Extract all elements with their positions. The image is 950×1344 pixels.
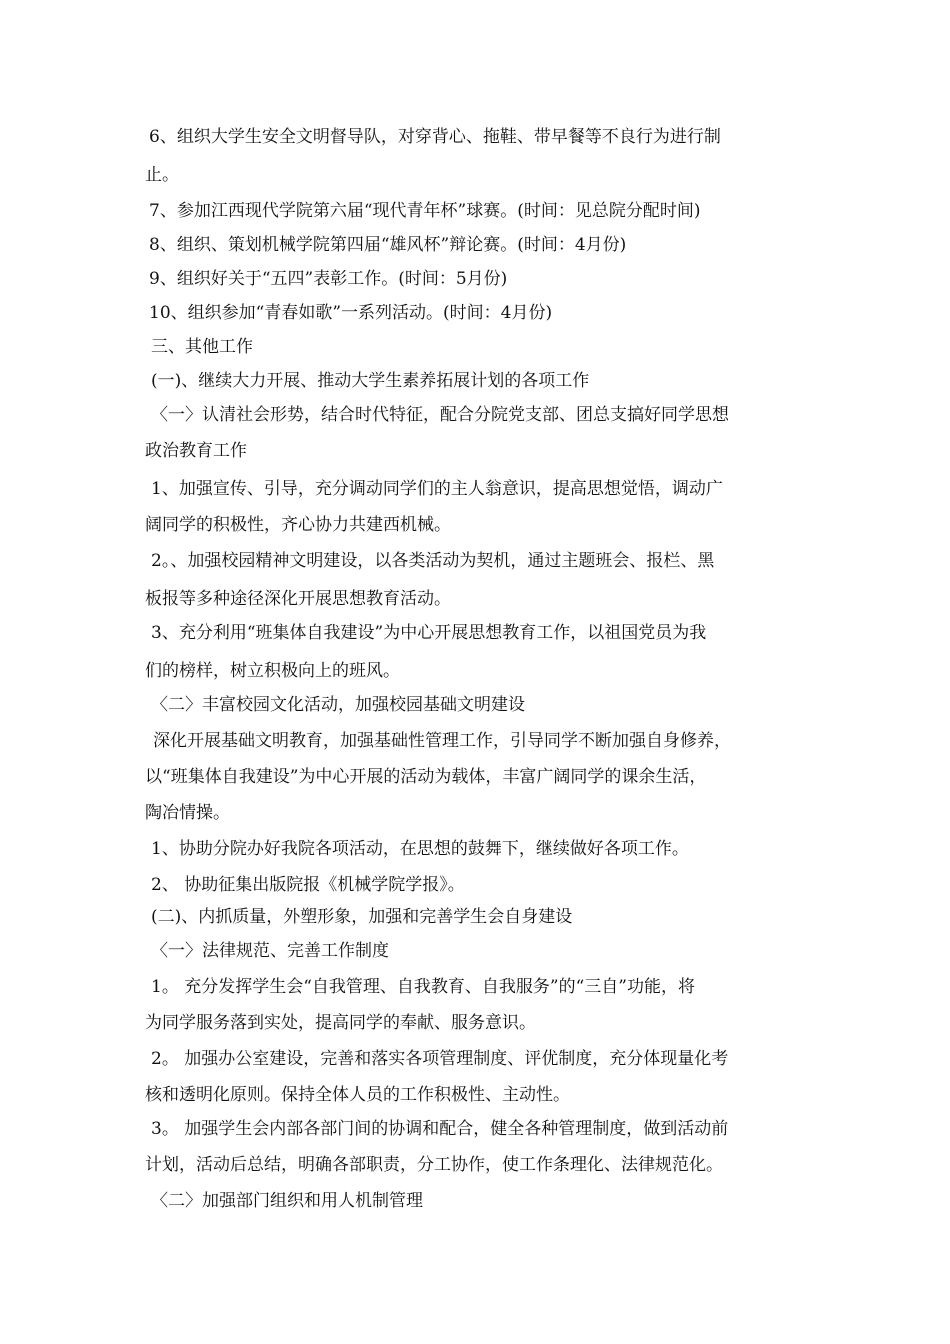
- text-line: 3、充分利用“班集体自我建设”为中心开展思想教育工作，以祖国党员为我: [151, 623, 707, 643]
- text-line: 止。: [145, 165, 179, 185]
- text-line: 7、参加江西现代学院第六届“现代青年杯”球赛。(时间：见总院分配时间): [149, 201, 701, 221]
- text-line: 核和透明化原则。保持全体人员的工作积极性、主动性。: [145, 1085, 570, 1105]
- subsection-heading: (一)、继续大力开展、推动大学生素养拓展计划的各项工作: [151, 371, 590, 391]
- text-line: 〈二〉加强部门组织和用人机制管理: [151, 1191, 423, 1211]
- text-line: 2。、加强校园精神文明建设，以各类活动为契机，通过主题班会、报栏、黑: [151, 551, 715, 571]
- text-line: 8、组织、策划机械学院第四届“雄风杯”辩论赛。(时间：4月份): [149, 235, 627, 255]
- text-line: 以“班集体自我建设”为中心开展的活动为载体，丰富广阔同学的课余生活，: [145, 767, 707, 787]
- text-line: 陶冶情操。: [145, 803, 230, 823]
- text-line: 政治教育工作: [145, 441, 247, 461]
- text-line: 3。 加强学生会内部各部门间的协调和配合，健全各种管理制度，做到活动前: [151, 1119, 729, 1139]
- text-line: 们的榜样，树立积极向上的班风。: [145, 661, 400, 681]
- text-line: 1、加强宣传、引导，充分调动同学们的主人翁意识，提高思想觉悟，调动广: [151, 479, 723, 499]
- text-line: 板报等多种途径深化开展思想教育活动。: [145, 589, 451, 609]
- text-line: 〈二〉丰富校园文化活动，加强校园基础文明建设: [151, 695, 525, 715]
- text-line: 〈一〉认清社会形势，结合时代特征，配合分院党支部、团总支搞好同学思想: [151, 405, 729, 425]
- text-line: 2、 协助征集出版院报《机械学院学报》。: [151, 875, 465, 895]
- text-line: 计划，活动后总结，明确各部职责，分工协作，使工作条理化、法律规范化。: [145, 1155, 723, 1175]
- text-line: 1。 充分发挥学生会“自我管理、自我教育、自我服务”的“三自”功能，将: [151, 977, 695, 997]
- text-line: 2。 加强办公室建设，完善和落实各项管理制度、评优制度，充分体现量化考: [151, 1049, 729, 1069]
- text-line: 为同学服务落到实处，提高同学的奉献、服务意识。: [145, 1013, 536, 1033]
- text-line: 6、组织大学生安全文明督导队，对穿背心、拖鞋、带早餐等不良行为进行制: [149, 127, 721, 147]
- text-line: 10、组织参加“青春如歌”一系列活动。(时间：4月份): [149, 303, 553, 323]
- text-line: 1、协助分院办好我院各项活动，在思想的鼓舞下，继续做好各项工作。: [151, 839, 689, 859]
- text-line: 阔同学的积极性，齐心协力共建西机械。: [145, 515, 451, 535]
- text-line: 深化开展基础文明教育，加强基础性管理工作，引导同学不断加强自身修养，: [153, 731, 731, 751]
- text-line: 〈一〉法律规范、完善工作制度: [151, 941, 389, 961]
- subsection-heading: (二)、内抓质量，外塑形象，加强和完善学生会自身建设: [151, 907, 573, 927]
- section-heading: 三、其他工作: [151, 337, 253, 357]
- text-line: 9、组织好关于“五四”表彰工作。(时间：5月份): [149, 269, 508, 289]
